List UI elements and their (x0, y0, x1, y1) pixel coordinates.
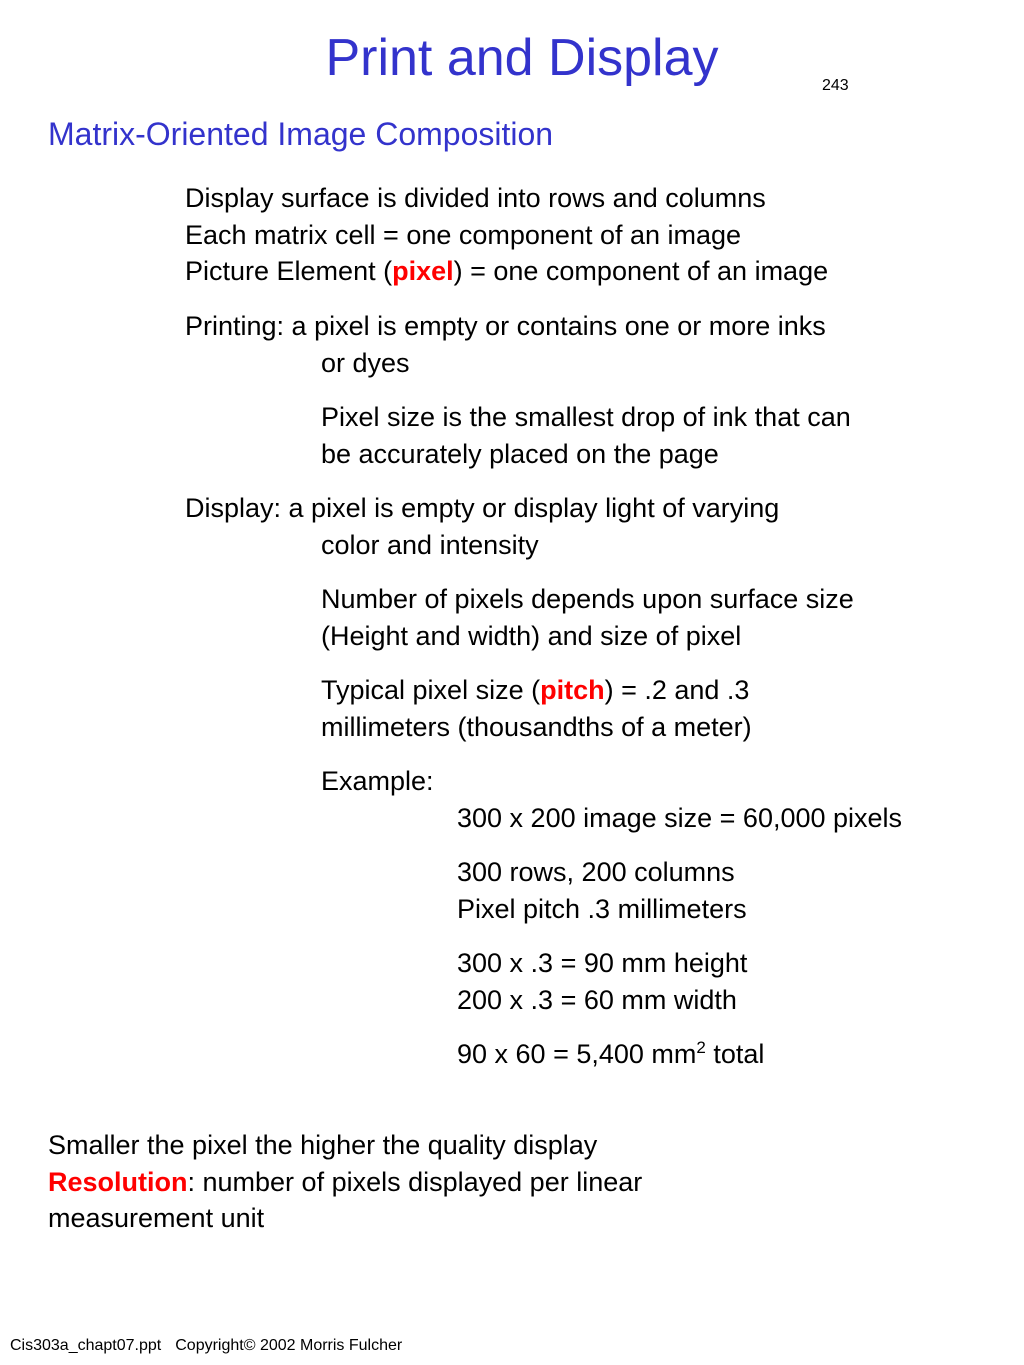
intro-text: Picture Element ( (185, 256, 393, 286)
example-block (457, 854, 747, 927)
pitch-text: ) = .2 and .3 (604, 675, 750, 705)
intro-text: ) = one component of an image (453, 256, 829, 286)
printing-line: Printing: a pixel is empty or contains one or more inks (185, 311, 826, 341)
printing-detail (321, 399, 851, 472)
intro-line (185, 253, 828, 290)
conclusion-block (48, 1127, 642, 1237)
resolution-term: Resolution (48, 1166, 188, 1197)
printing-detail-line: Pixel size is the smallest drop of ink that can (321, 402, 851, 432)
example-line: Pixel pitch .3 millimeters (457, 893, 747, 924)
footer (10, 1337, 402, 1355)
slide-subtitle: Matrix-Oriented Image Composition (48, 116, 554, 152)
printing-detail-line: be accurately placed on the page (321, 438, 719, 469)
example-total (457, 1036, 764, 1073)
conclusion-line (48, 1164, 642, 1201)
pitch-line (321, 672, 752, 709)
total-text: total (705, 1039, 765, 1069)
resolution-definition: : number of pixels displayed per linear (187, 1166, 643, 1197)
page-number: 243 (822, 77, 849, 94)
superscript-exponent: 2 (696, 1038, 706, 1057)
display-line: Display: a pixel is empty or display light of varying (185, 493, 780, 523)
slide-title: Print and Display (325, 29, 719, 87)
pixel-count-block (321, 581, 854, 654)
pitch-text: Typical pixel size ( (321, 675, 541, 705)
pitch-term: pitch (540, 675, 605, 705)
pixel-term: pixel (392, 256, 454, 286)
footer-filename: Cis303a_chapt07.ppt (10, 1337, 162, 1354)
intro-line: Each matrix cell = one component of an image (185, 219, 742, 250)
conclusion-line: Smaller the pixel the higher the quality display (48, 1130, 598, 1160)
example-line: 300 x .3 = 90 mm height (457, 948, 748, 978)
pixel-count-line: Number of pixels depends upon surface size (321, 584, 854, 614)
example-image-size: 300 x 200 image size = 60,000 pixels (457, 803, 903, 833)
example-line: 200 x .3 = 60 mm width (457, 984, 737, 1015)
printing-line: or dyes (321, 348, 410, 378)
example-block (457, 945, 747, 1018)
intro-block (185, 180, 828, 290)
conclusion-line: measurement unit (48, 1203, 265, 1233)
pitch-line: millimeters (thousandths of a meter) (321, 711, 752, 742)
example-line: 300 rows, 200 columns (457, 857, 735, 887)
intro-line: Display surface is divided into rows and columns (185, 183, 766, 213)
total-text: 90 x 60 = 5,400 mm (457, 1039, 697, 1069)
pitch-block (321, 672, 752, 745)
example-label: Example: (321, 766, 434, 796)
pixel-count-line: (Height and width) and size of pixel (321, 620, 742, 651)
display-line: color and intensity (321, 530, 539, 560)
footer-copyright: Copyright© 2002 Morris Fulcher (175, 1337, 403, 1354)
